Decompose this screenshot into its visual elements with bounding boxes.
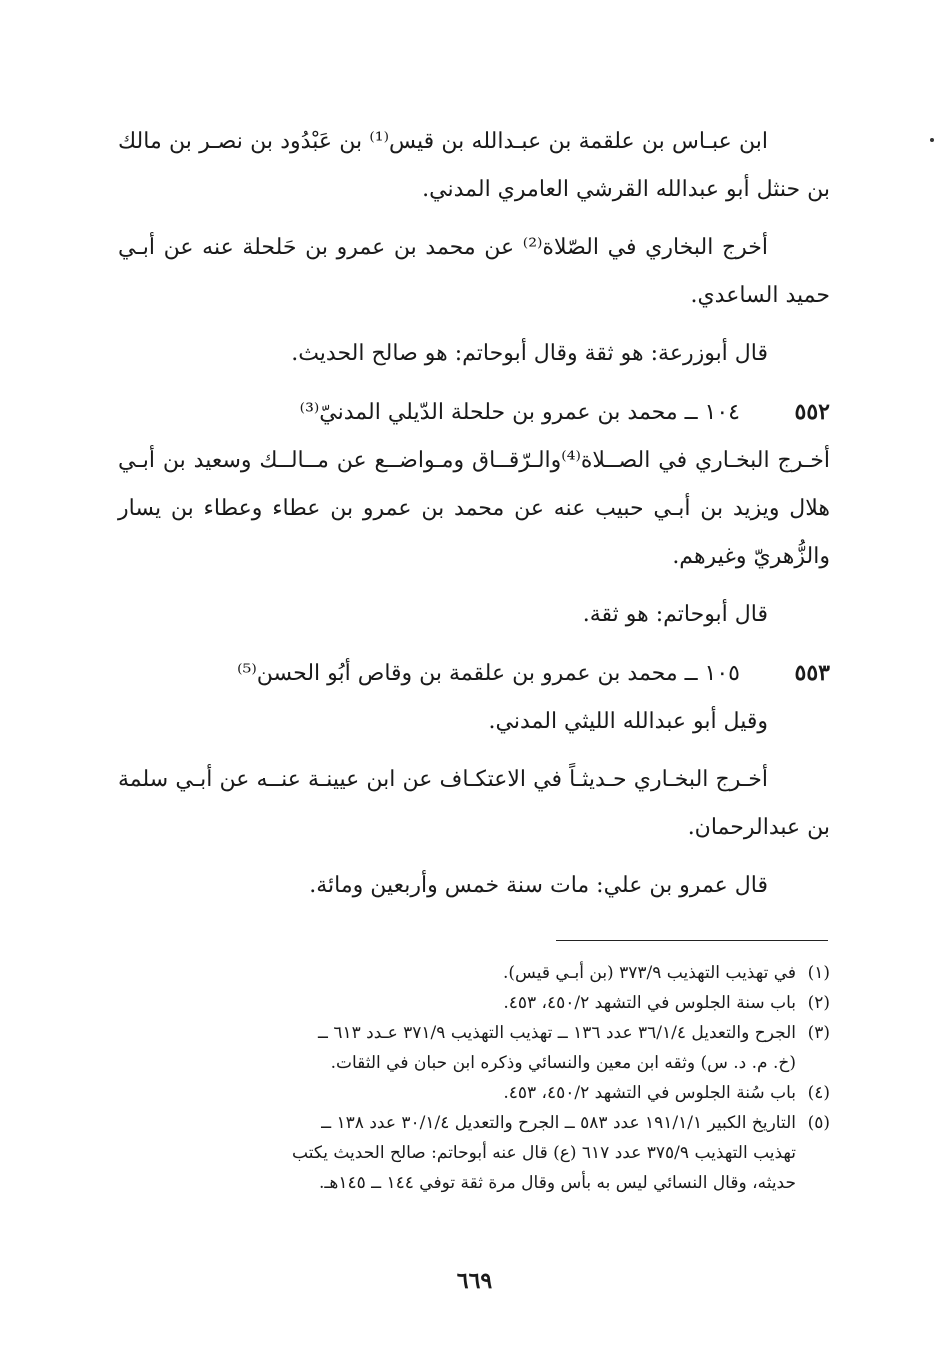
entry-title: ١٠٤ ــ محمد بن عمرو بن حلحلة الدّيلي المدنيّ⁽³⁾ (299, 400, 740, 425)
footnote-number: (٣) (807, 1023, 830, 1043)
footnote-text (118, 958, 796, 988)
entry-number: ٥٥٣ (794, 660, 830, 686)
entry-heading-552 (118, 388, 830, 437)
paragraph-grading: قال أبوزرعة: هو ثقة وقال أبوحاتم: هو صالح الحديث. (291, 341, 768, 366)
footnotes (118, 958, 830, 1198)
footnote-text (118, 988, 796, 1018)
paragraph-entry-553-narration: أخـرج البخـاري حـديثـاً في الاعتكـاف عن ابن عيينـة عنــه عن أبـي سلمة بن عبدالرحمان. (118, 767, 830, 840)
footnote-text (118, 1108, 796, 1198)
main-text (118, 118, 830, 920)
footnote-line: (خ. م. د. س) وثقه ابن معين والنسائي وذكره ابن حبان في الثقات. (330, 1053, 796, 1073)
paragraph-entry-553-grading: قال عمرو بن علي: مات سنة خمس وأربعين ومائة. (309, 873, 768, 898)
paragraph-entry-552-grading: قال أبوحاتم: هو ثقة. (582, 602, 768, 627)
margin-mark (930, 138, 934, 142)
entry-title: ١٠٥ ــ محمد بن عمرو بن علقمة بن وقاص أبُو الحسن⁽⁵⁾ (237, 661, 740, 686)
footnote-number: (٥) (807, 1113, 830, 1133)
footnote-line: في تهذيب التهذيب ٣٧٣/٩ (بن أبـي قيس). (503, 963, 796, 983)
footnote (118, 958, 830, 988)
footnote-text (118, 1018, 796, 1078)
footnote-number: (٢) (807, 993, 830, 1013)
footnote-number: (١) (807, 963, 830, 983)
footnote-line: الجرح والتعديل ٣٦/١/٤ عدد ١٣٦ ــ تهذيب التهذيب ٣٧١/٩ عـدد ٦١٣ ــ (317, 1023, 796, 1043)
paragraph-bukhari-narration: أخرج البخاري في الصّلاة⁽²⁾ عن محمد بن عمرو بن حَلحلة عنه عن أبـي حميد الساعدي. (118, 235, 830, 308)
footnote (118, 988, 830, 1018)
footnote-line: التاريخ الكبير ١٩١/١/١ عدد ٥٨٣ ــ الجرح والتعديل ٣٠/١/٤ عدد ١٣٨ ــ (321, 1113, 796, 1133)
paragraph-entry-552-narration: أخـرج البخـاري في الصــلاة⁽⁴⁾والـرّقــاق ومـواضــع عن مــالــك وسعيد بن أبـي هلال ويزيد بن أبـي حبيب عنه عن محمد بن عمرو بن عطاء وعطاء بن يسار والزُّهريّ وغيرهم. (118, 448, 830, 569)
entry-553-title-continuation: وقيل أبو عبدالله الليثي المدني. (488, 709, 768, 734)
footnote-line: تهذيب التهذيب ٣٧٥/٩ عدد ٦١٧ (ع) قال عنه أبوحاتم: صالح الحديث يكتب (292, 1143, 796, 1163)
footnote-text (118, 1078, 796, 1108)
footnote-line: حديثه، وقال النسائي ليس به بأس وقال مرة ثقة توفي ١٤٤ ــ ١٤٥هـ. (318, 1173, 796, 1193)
page-number: ٦٦٩ (456, 1268, 493, 1294)
footnote (118, 1078, 830, 1108)
footnote (118, 1108, 830, 1198)
paragraph-continuation: ابن عبـاس بن علقمة بن عبـدالله بن قيس⁽¹⁾ بن عَبْدُود بن نصـر بن مالك بن حنثل أبو عبدالله القرشي العامري المدني. (118, 129, 830, 202)
entry-number: ٥٥٢ (794, 399, 830, 425)
footnote-line: باب سُنة الجلوس في التشهد ٤٥٠/٢، ٤٥٣. (503, 1083, 796, 1103)
footnote-number: (٤) (807, 1083, 830, 1103)
entry-heading-553 (118, 649, 830, 698)
footnote-line: باب سنة الجلوس في التشهد ٤٥٠/٢، ٤٥٣. (503, 993, 796, 1013)
footnote (118, 1018, 830, 1078)
footnote-divider (556, 940, 828, 941)
